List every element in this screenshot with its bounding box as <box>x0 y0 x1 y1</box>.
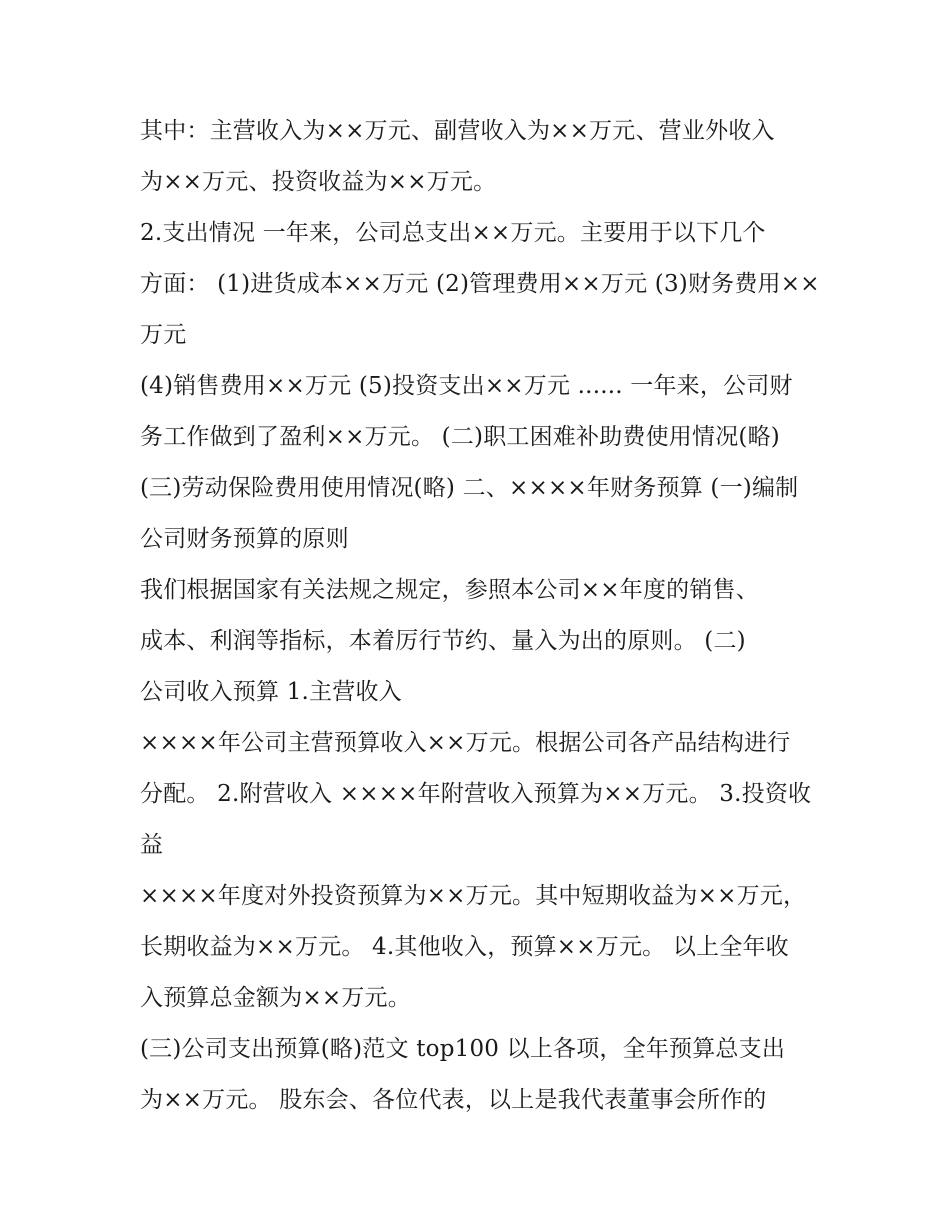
text-line: 为××万元、投资收益为××万元。 <box>140 169 497 195</box>
text-line: 益 <box>140 832 164 858</box>
text-line: 万元 <box>140 322 187 348</box>
text-line: (4)销售费用××万元 (5)投资支出××万元 ...... 一年来，公司财 <box>140 373 793 399</box>
text-line: ××××年公司主营预算收入××万元。根据公司各产品结构进行 <box>140 730 791 756</box>
text-line: 我们根据国家有关法规之规定，参照本公司××年度的销售、 <box>140 577 759 603</box>
text-line: 务工作做到了盈利××万元。 (二)职工困难补助费使用情况(略) <box>140 424 780 450</box>
text-line: 公司收入预算 1.主营收入 <box>140 679 402 705</box>
text-line: 方面： (1)进货成本××万元 (2)管理费用××万元 (3)财务费用×× <box>140 271 820 297</box>
text-line: 2.支出情况 一年来，公司总支出××万元。主要用于以下几个 <box>140 220 766 246</box>
text-line: ××××年度对外投资预算为××万元。其中短期收益为××万元， <box>140 883 807 909</box>
text-line: (三)劳动保险费用使用情况(略) 二、××××年财务预算 (一)编制 <box>140 475 799 501</box>
text-line: 为××万元。 股东会、各位代表，以上是我代表董事会所作的 <box>140 1087 767 1113</box>
text-line: 其中：主营收入为××万元、副营收入为××万元、营业外收入 <box>140 118 775 144</box>
text-line: 公司财务预算的原则 <box>140 526 349 552</box>
text-line: 分配。 2.附营收入 ××××年附营收入预算为××万元。 3.投资收 <box>140 781 812 807</box>
document-body <box>140 106 820 1126</box>
text-line: (三)公司支出预算(略)范文 top100 以上各项，全年预算总支出 <box>140 1036 786 1062</box>
text-line: 长期收益为××万元。 4.其他收入，预算××万元。 以上全年收 <box>140 934 789 960</box>
text-line: 成本、利润等指标，本着厉行节约、量入为出的原则。 (二) <box>140 628 746 654</box>
text-line: 入预算总金额为××万元。 <box>140 985 411 1011</box>
